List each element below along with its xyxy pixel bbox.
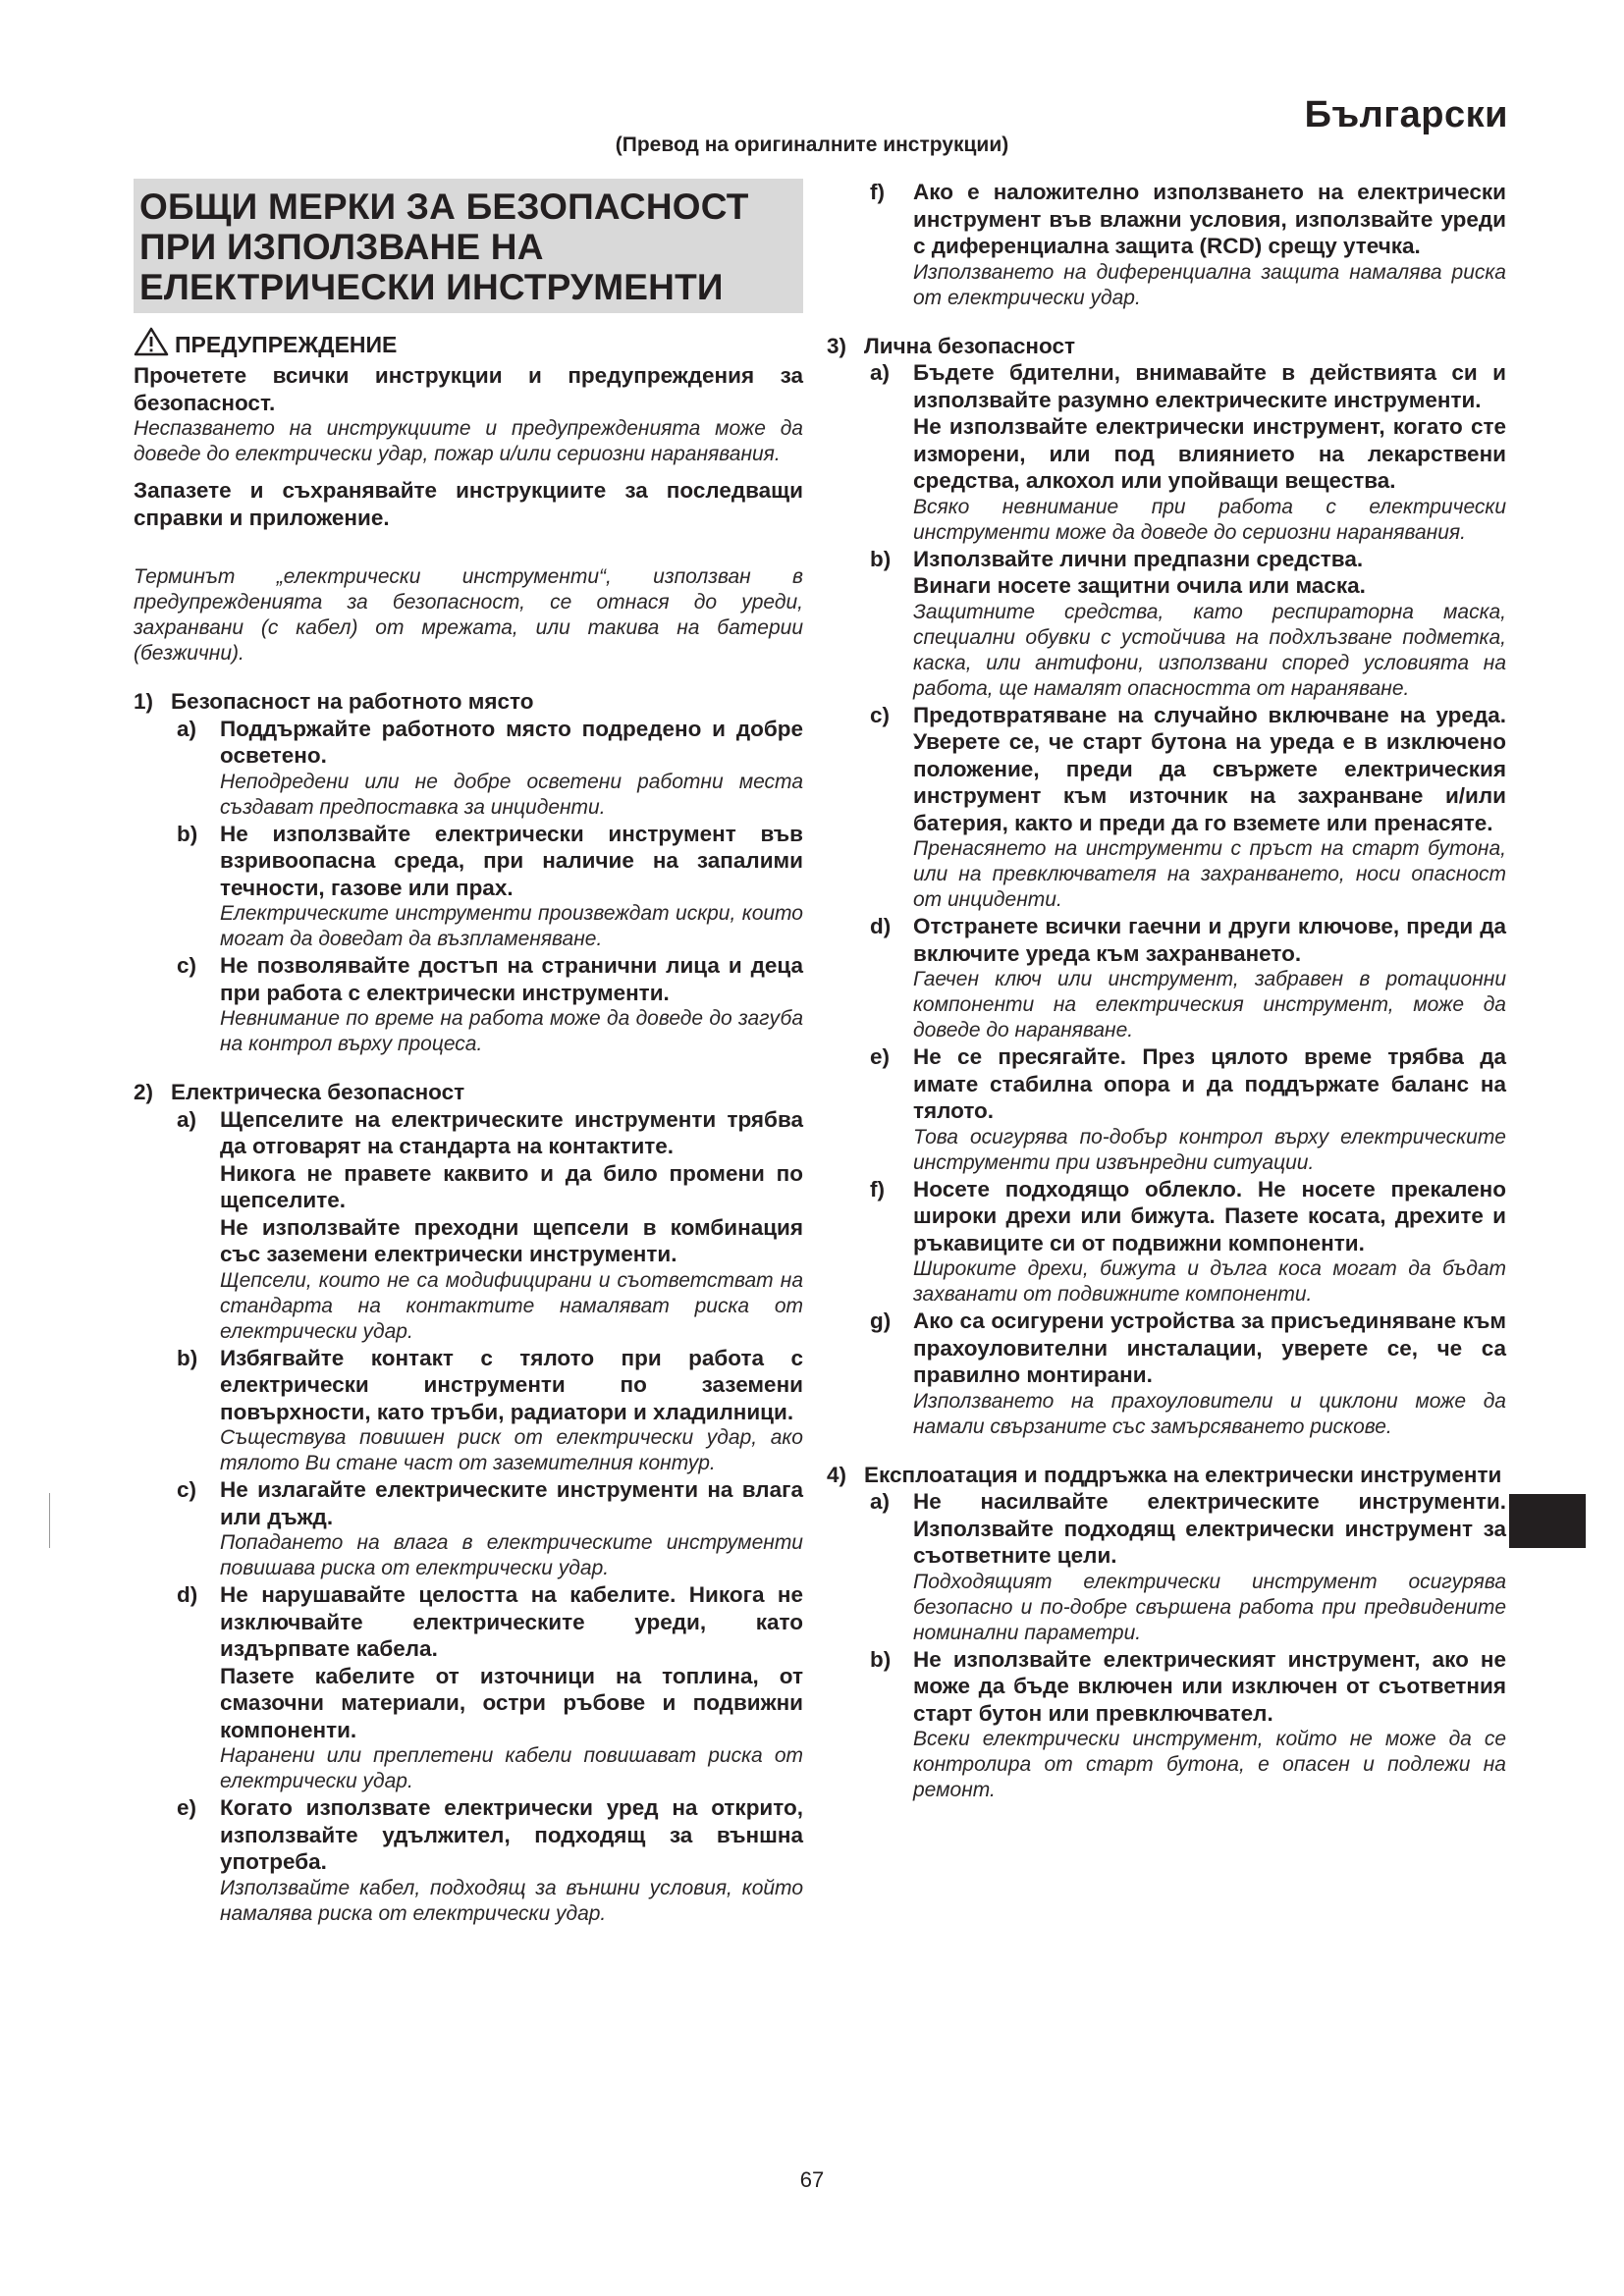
- margin-divider: [49, 1493, 50, 1548]
- item-explanation: Използвайте кабел, подходящ за външни условия, който намалява риска от електрически удар.: [220, 1876, 803, 1925]
- section-title: Електрическа безопасност: [171, 1080, 465, 1104]
- item-instruction: Не позволявайте достъп на странични лица и деца при работа с електрически инструменти.: [220, 953, 803, 1005]
- item-explanation: Подходящият електрически инструмент осигурява безопасно и по-добре свършена работа при предвидените номинални параметри.: [913, 1570, 1506, 1644]
- item-explanation: Невнимание по време на работа може да доведе до загуба на контрол върху процеса.: [220, 1007, 803, 1055]
- warning-term-definition: Терминът „електрически инструменти“, използван в предупрежденията за безопасност, се отнася до уреди, захранвани (с кабел) от мрежата, или такива на батерии (безжични).: [134, 565, 803, 665]
- list-item: [171, 1794, 803, 1927]
- item-instruction: Не се пресягайте. През цялото време трябва да имате стабилна опора и да поддържате баланс на тялото.: [913, 1044, 1506, 1123]
- warning-label: ПРЕДУПРЕЖДЕНИЕ: [175, 331, 398, 357]
- item-letter: c): [870, 702, 891, 727]
- right-column: [827, 179, 1506, 1803]
- item-explanation: Щепсели, които не са модифицирани и съответстват на стандарта на контактите намаляват риска от електрически удар.: [220, 1268, 803, 1343]
- item-explanation: Попадането на влага в електрическите инструменти повишава риска от електрически удар.: [220, 1531, 803, 1579]
- list-item: [864, 1646, 1506, 1804]
- item-instruction: Не насилвайте електрическите инструменти. Използвайте подходящ електрически инструмент за съответните цели.: [913, 1489, 1506, 1568]
- item-explanation: Наранени или преплетени кабели повишават риска от електрически удар.: [220, 1744, 803, 1792]
- section-number: 4): [827, 1462, 847, 1487]
- language-label: Български: [1304, 94, 1508, 135]
- item-letter: a): [177, 1106, 197, 1132]
- item-instruction: Не излагайте електрическите инструменти на влага или дъжд.: [220, 1477, 803, 1529]
- item-letter: b): [870, 546, 892, 571]
- item-instruction: Избягвайте контакт с тялото при работа с електрически инструменти по заземени повърхности, като тръби, радиатори и хладилници.: [220, 1345, 803, 1424]
- list-item: [864, 179, 1506, 311]
- list-item: [171, 1106, 803, 1345]
- title-line-3: ЕЛЕКТРИЧЕСКИ ИНСТРУМЕНТИ: [139, 267, 724, 307]
- item-instruction: Поддържайте работното място подредено и добре осветено.: [220, 716, 803, 768]
- item-letter: a): [177, 716, 197, 741]
- item-explanation: Това осигурява по-добър контрол върху електрическите инструменти при извънредни ситуации.: [913, 1125, 1506, 1174]
- list-item: [171, 1581, 803, 1794]
- warning-triangle-icon: [134, 327, 175, 362]
- section-number: 1): [134, 689, 154, 714]
- list-item: [171, 1345, 803, 1477]
- item-letter: d): [177, 1582, 198, 1607]
- item-letter: a): [870, 360, 891, 385]
- left-column: [134, 179, 803, 1927]
- item-letter: b): [177, 821, 198, 846]
- section-title: Безопасност на работното място: [171, 689, 534, 714]
- list-item: [864, 913, 1506, 1043]
- title-line-2: ПРИ ИЗПОЛЗВАНЕ НА: [139, 227, 544, 267]
- page-number: 67: [799, 2167, 825, 2192]
- list-item: [864, 1308, 1506, 1440]
- item-instruction: Пазете кабелите от източници на топлина, от смазочни материали, остри ръбове и подвижни компоненти.: [220, 1663, 803, 1742]
- section-4-heading: [827, 1462, 1506, 1489]
- item-letter: c): [177, 1477, 197, 1502]
- item-explanation: Електрическите инструменти произвеждат искри, които могат да доведат да възпламеняване.: [220, 902, 803, 950]
- item-instruction: Предотвратяване на случайно включване на уреда. Уверете се, че старт бутона на уреда е в изключено положение, преди да свържете електрическия инструмент към източник на захранване и/или батерия, както и преди да го вземете или пренасяте.: [913, 702, 1506, 835]
- item-explanation: Пренасянето на инструменти с пръст на старт бутона, или на превключвателя на захранването, носи опасност от инциденти.: [913, 837, 1506, 911]
- section-title: Лична безопасност: [864, 333, 1076, 358]
- title-line-1: ОБЩИ МЕРКИ ЗА БЕЗОПАСНОСТ: [139, 187, 749, 227]
- item-explanation: Широките дрехи, бижута и дълга коса могат да бъдат захванати от подвижните компоненти.: [913, 1257, 1506, 1306]
- item-instruction: Не използвайте преходни щепсели в комбинация със заземени електрически инструменти.: [220, 1214, 803, 1266]
- item-instruction: Ако е наложително използването на електрически инструмент във влажни условия, използвайте уреди с диференциална защита (RCD) срещу утечка.: [913, 180, 1506, 258]
- item-instruction: Отстранете всички гаечни и други ключове, преди да включите уреда към захранването.: [913, 914, 1506, 966]
- list-item: [864, 1176, 1506, 1308]
- warning-heading: [134, 327, 803, 362]
- list-item: [171, 821, 803, 953]
- item-letter: b): [870, 1646, 892, 1672]
- item-instruction: Ако са осигурени устройства за присъединяване към прахоуловителни инсталации, уверете се, че са правилно монтирани.: [913, 1308, 1506, 1387]
- item-explanation: Съществува повишен риск от електрически удар, ако тялото Ви стане част от заземителния контур.: [220, 1426, 803, 1474]
- list-item: [864, 1043, 1506, 1176]
- language-thumb-tab: [1509, 1494, 1586, 1548]
- section-1-heading: [134, 688, 803, 716]
- warning-keep-instructions: Запазете и съхранявайте инструкциите за последващи справки и приложение.: [134, 478, 803, 530]
- item-letter: a): [870, 1489, 891, 1514]
- list-item: [864, 546, 1506, 702]
- section-3-heading: [827, 333, 1506, 360]
- item-explanation: Всеки електрически инструмент, който не може да се контролира от старт бутона, е опасен и подлежи на ремонт.: [913, 1728, 1506, 1801]
- list-item: [171, 952, 803, 1057]
- section-number: 2): [134, 1080, 154, 1104]
- warning-consequence-text: Неспазването на инструкциите и предупрежденията може да доведе до електрически удар, пожар и/или сериозни наранявания.: [134, 417, 803, 465]
- item-letter: f): [870, 1176, 885, 1201]
- item-explanation: Гаечен ключ или инструмент, забравен в ротационни компоненти на електрическия инструмент, може да доведе до нараняване.: [913, 968, 1506, 1041]
- item-instruction: Не използвайте електрически инструмент във взривоопасна среда, при наличие на запалими течности, газове или прах.: [220, 821, 803, 900]
- item-explanation: Неподредени или не добре осветени работни места създават предпоставка за инциденти.: [220, 770, 803, 819]
- item-explanation: Всяко невнимание при работа с електрически инструменти може да доведе до сериозни наранявания.: [913, 495, 1506, 544]
- list-item: [864, 359, 1506, 546]
- item-instruction: Когато използвате електрически уред на открито, използвайте удължител, подходящ за външна употреба.: [220, 1795, 803, 1874]
- item-instruction: Бъдете бдителни, внимавайте в действията си и използвайте разумно електрическите инструменти.: [913, 360, 1506, 412]
- item-instruction: Не нарушавайте целостта на кабелите. Никога не изключвайте електрическите уреди, като издърпвате кабела.: [220, 1582, 803, 1661]
- list-item: [171, 1476, 803, 1581]
- list-item: [171, 716, 803, 821]
- item-letter: c): [177, 953, 197, 978]
- item-explanation: Използването на прахоуловители и циклони може да намали свързаните със замърсяването рискове.: [913, 1389, 1506, 1438]
- list-item: [864, 1488, 1506, 1646]
- item-instruction: Използвайте лични предпазни средства.: [913, 546, 1364, 571]
- item-letter: b): [177, 1345, 198, 1370]
- item-instruction: Носете подходящо облекло. Не носете прекалено широки дрехи или бижута. Пазете косата, дрехите и ръкавиците си от подвижни компоненти.: [913, 1176, 1506, 1255]
- section-2-heading: [134, 1079, 803, 1106]
- item-instruction: Никога не правете каквито и да било промени по щепселите.: [220, 1160, 803, 1212]
- item-explanation: Използването на диференциална защита намалява риска от електрически удар.: [913, 260, 1506, 309]
- item-explanation: Защитните средства, като респираторна маска, специални обувки с устойчива на подхлъзване подметка, каска, или антифони, използвани според условията на работа, ще намалят опасността от нараняване.: [913, 600, 1506, 700]
- section-title-box: [134, 179, 803, 313]
- item-instruction: Не използвайте електрически инструмент, когато сте изморени, или под влиянието на лекарствени средства, алкохол или упойващи вещества.: [913, 414, 1506, 493]
- translation-subtitle: (Превод на оригиналните инструкции): [615, 133, 1009, 156]
- item-instruction: Винаги носете защитни очила или маска.: [913, 573, 1366, 598]
- list-item: [864, 702, 1506, 914]
- item-letter: d): [870, 914, 892, 938]
- item-letter: e): [177, 1795, 197, 1820]
- item-instruction: Не използвайте електрическият инструмент, ако не може да бъде включен или изключен от съответния старт бутон или превключвател.: [913, 1646, 1506, 1726]
- item-instruction: Щепселите на електрическите инструменти трябва да отговарят на стандарта на контактите.: [220, 1106, 803, 1158]
- item-letter: e): [870, 1044, 891, 1069]
- section-title: Експлоатация и поддръжка на електрически инструменти: [864, 1462, 1502, 1487]
- item-letter: g): [870, 1308, 892, 1333]
- item-letter: f): [870, 180, 885, 204]
- section-number: 3): [827, 333, 847, 358]
- warning-read-instructions: Прочетете всички инструкции и предупреждения за безопасност.: [134, 363, 803, 415]
